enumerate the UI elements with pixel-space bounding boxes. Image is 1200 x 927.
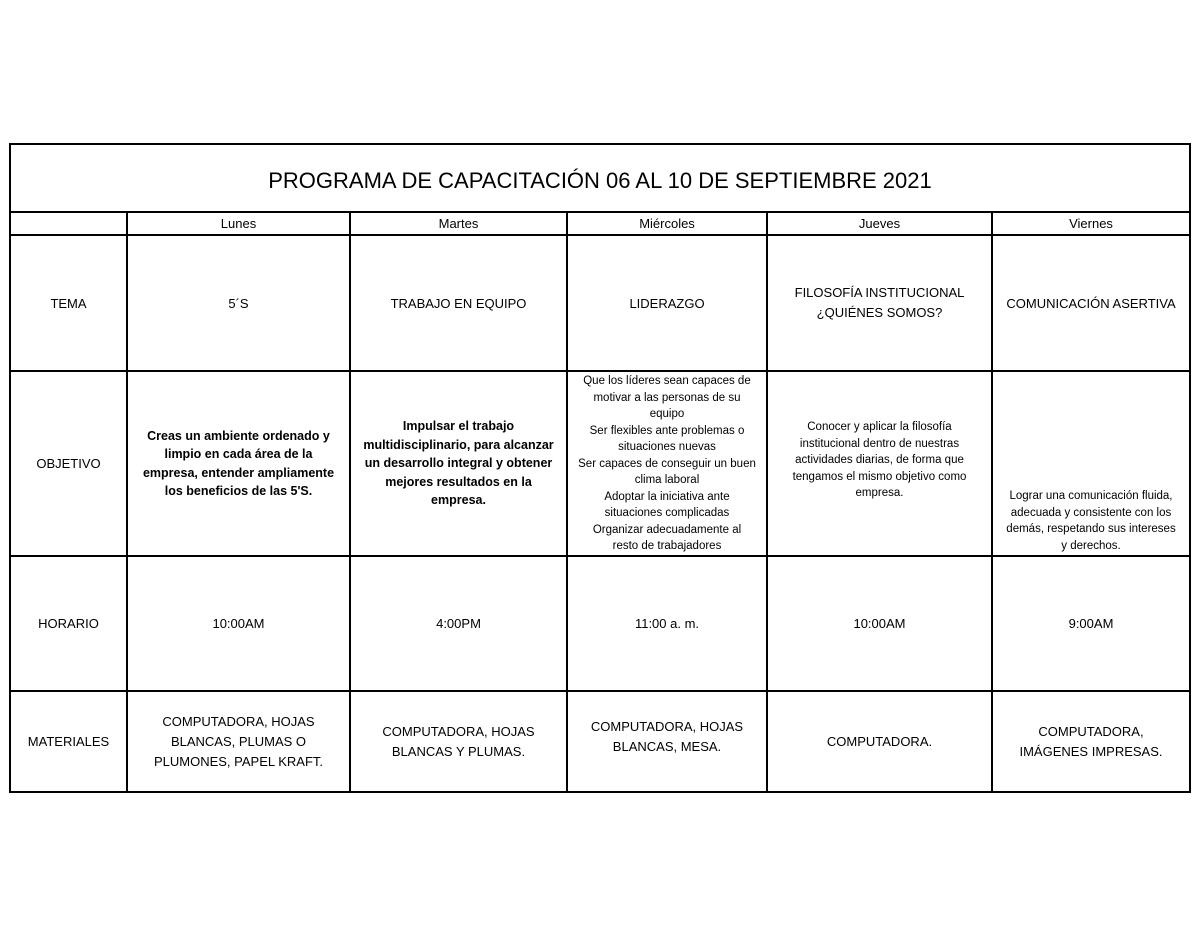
objetivo-lunes-line: Creas un ambiente ordenado y <box>147 428 330 443</box>
materiales-lunes <box>127 691 350 792</box>
objetivo-lunes-line: empresa, entender ampliamente <box>142 465 335 480</box>
materiales-viernes <box>992 691 1190 792</box>
objetivo-miercoles-line: Ser capaces de conseguir un buen <box>578 457 756 470</box>
materiales-martes <box>350 691 567 792</box>
objetivo-jueves-line: tengamos el mismo objetivo como <box>792 470 967 483</box>
day-header-lunes: Lunes <box>220 216 257 231</box>
objetivo-jueves-line: empresa. <box>855 487 904 500</box>
objetivo-miercoles-line: Ser flexibles ante problemas o <box>589 424 745 437</box>
materiales-viernes-line: COMPUTADORA, <box>1038 723 1144 739</box>
row-label-horario: HORARIO <box>38 616 99 631</box>
objetivo-miercoles-line: clima laboral <box>634 474 700 486</box>
materiales-viernes-line: IMÁGENES IMPRESAS. <box>1019 743 1163 759</box>
objetivo-miercoles-line: Organizar adecuadamente al <box>592 523 742 536</box>
objetivo-viernes-line: demás, respetando sus intereses <box>1006 523 1176 535</box>
tema-lunes: 5´S <box>228 295 249 311</box>
objetivo-martes-line: mejores resultados en la <box>385 474 532 489</box>
page-title: PROGRAMA DE CAPACITACIÓN 06 AL 10 DE SEPTIEMBRE 2021 <box>268 168 932 193</box>
horario-viernes: 9:00AM <box>1068 616 1114 631</box>
objetivo-martes <box>350 371 567 556</box>
objetivo-miercoles-line: situaciones complicadas <box>604 507 730 519</box>
day-header-viernes: Viernes <box>1069 216 1113 231</box>
objetivo-viernes-line: y derechos. <box>1061 539 1121 552</box>
objetivo-jueves-line: actividades diarias, de forma que <box>795 454 964 467</box>
tema-miercoles: LIDERAZGO <box>629 295 705 311</box>
objetivo-viernes-line: Lograr una comunicación fluida, <box>1009 490 1173 502</box>
row-label-objetivo: OBJETIVO <box>36 456 101 471</box>
horario-lunes: 10:00AM <box>212 616 265 631</box>
objetivo-miercoles-line: situaciones nuevas <box>618 441 716 453</box>
objetivo-miercoles <box>567 371 767 556</box>
horario-miercoles: 11:00 a. m. <box>634 616 700 631</box>
materiales-lunes-line: PLUMONES, PAPEL KRAFT. <box>153 753 324 769</box>
materiales-martes-line: BLANCAS Y PLUMAS. <box>391 743 526 759</box>
materiales-lunes-line: BLANCAS, PLUMAS O <box>170 733 307 749</box>
materiales-lunes-line: COMPUTADORA, HOJAS <box>162 713 315 729</box>
day-header-miercoles: Miércoles <box>639 216 695 231</box>
objetivo-martes-line: empresa. <box>431 493 486 508</box>
materiales-miercoles-line: BLANCAS, MESA. <box>612 738 722 754</box>
objetivo-jueves-line: institucional dentro de nuestras <box>799 437 960 450</box>
day-header-martes: Martes <box>438 216 479 231</box>
objetivo-martes-line: un desarrollo integral y obtener <box>364 456 553 471</box>
materiales-miercoles <box>567 691 767 792</box>
objetivo-viernes-line: adecuada y consistente con los <box>1010 506 1172 519</box>
tema-viernes: COMUNICACIÓN ASERTIVA <box>1006 295 1176 311</box>
tema-jueves <box>767 235 992 371</box>
objetivo-martes-line: Impulsar el trabajo <box>402 419 515 434</box>
objetivo-miercoles-line: resto de trabajadores <box>612 540 722 552</box>
objetivo-lunes-line: limpio en cada área de la <box>164 447 313 461</box>
objetivo-viernes <box>992 371 1190 556</box>
horario-jueves: 10:00AM <box>853 616 906 631</box>
materiales-martes-line: COMPUTADORA, HOJAS <box>382 723 535 739</box>
tema-martes: TRABAJO EN EQUIPO <box>390 295 527 311</box>
objetivo-miercoles-line: equipo <box>649 408 685 420</box>
objetivo-martes-line: multidisciplinario, para alcanzar <box>363 437 554 452</box>
objetivo-lunes <box>127 371 350 556</box>
objetivo-jueves-line: Conocer y aplicar la filosofía <box>807 421 952 434</box>
row-label-materiales: MATERIALES <box>27 734 110 749</box>
objetivo-lunes-line: los beneficios de las 5'S. <box>164 484 313 498</box>
materiales-miercoles-line: COMPUTADORA, HOJAS <box>590 718 744 734</box>
tema-jueves-line: FILOSOFÍA INSTITUCIONAL <box>794 285 965 300</box>
tema-jueves-line: ¿QUIÉNES SOMOS? <box>816 305 943 320</box>
objetivo-miercoles-line: Adoptar la iniciativa ante <box>604 490 730 503</box>
day-header-jueves: Jueves <box>858 216 901 231</box>
objetivo-jueves <box>767 371 992 556</box>
objetivo-miercoles-line: motivar a las personas de su <box>593 391 741 404</box>
objetivo-miercoles-line: Que los líderes sean capaces de <box>583 375 751 387</box>
row-label-tema: TEMA <box>50 295 87 311</box>
materiales-jueves <box>767 691 992 792</box>
horario-martes: 4:00PM <box>436 616 481 631</box>
materiales-jueves-line: COMPUTADORA. <box>826 733 933 749</box>
